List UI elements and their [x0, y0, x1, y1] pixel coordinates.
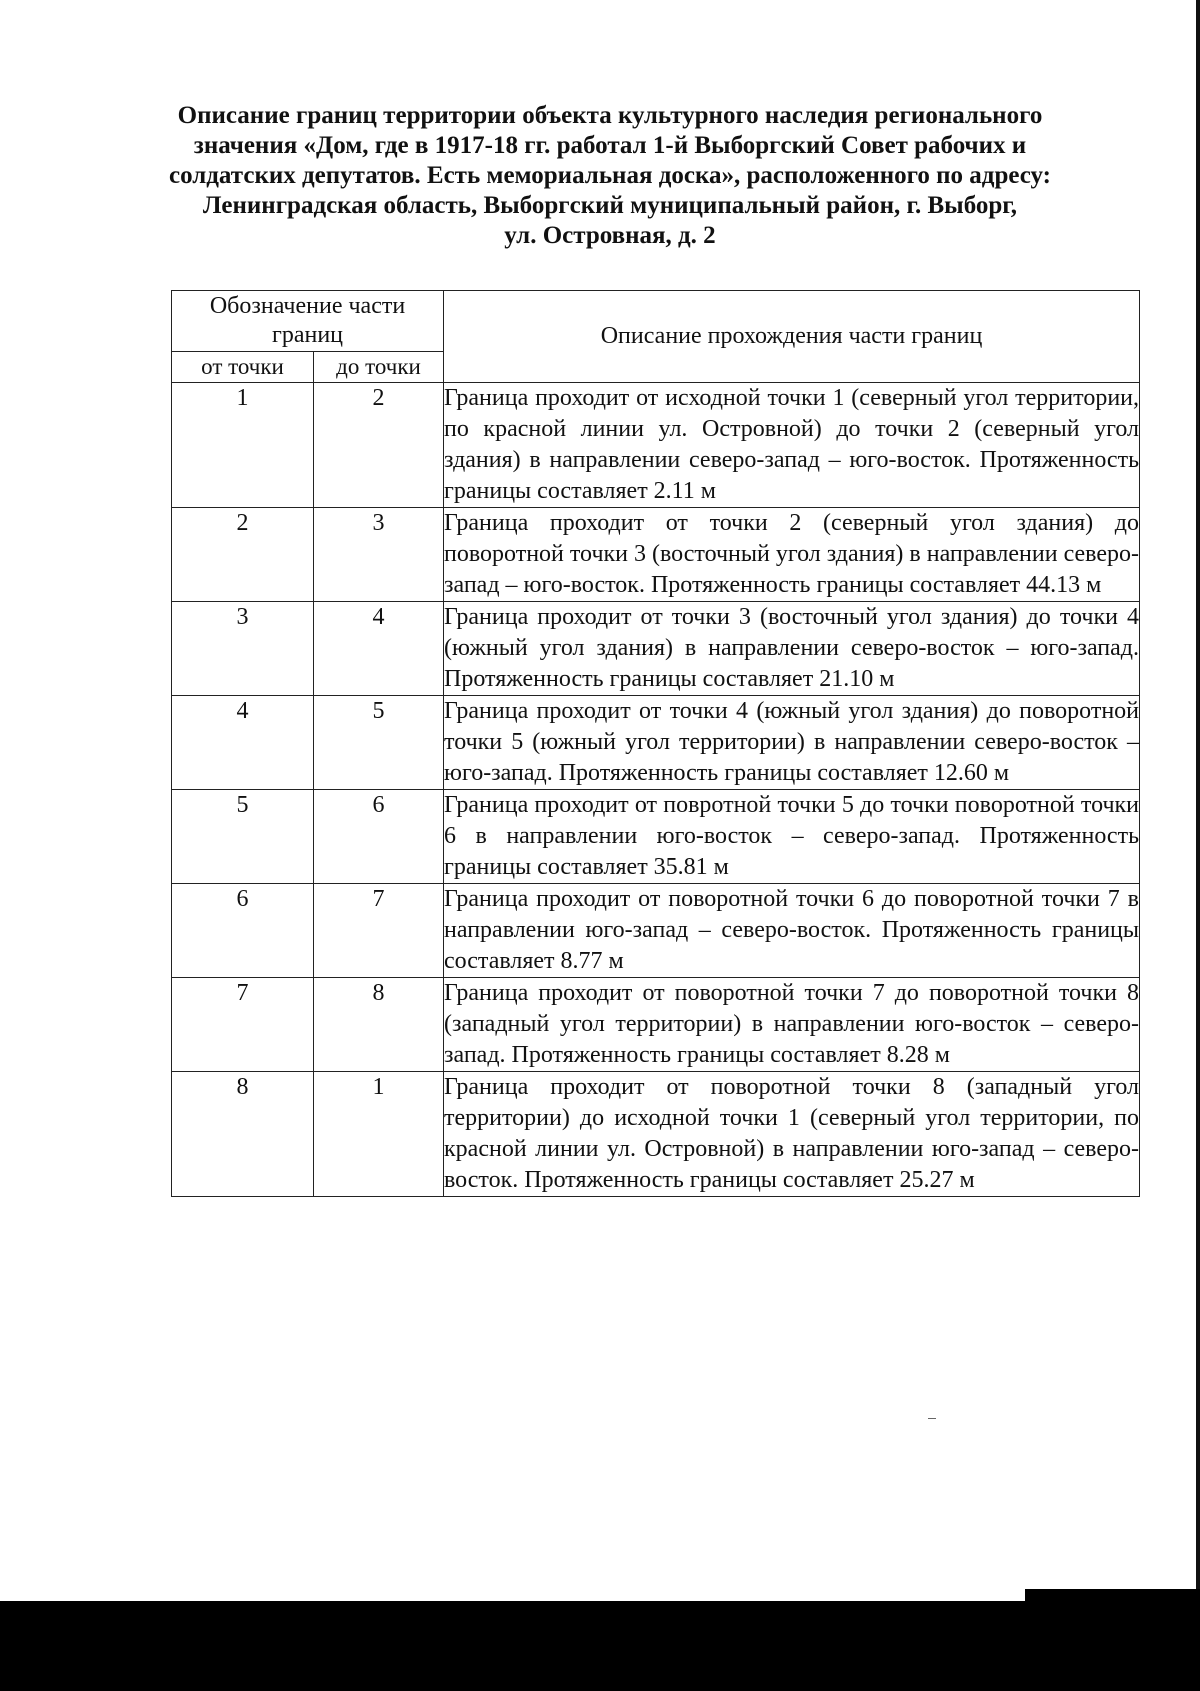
- scan-edge-right: [1196, 0, 1200, 1691]
- boundaries-table: [171, 290, 1140, 1197]
- table-row: [172, 790, 1140, 884]
- header-to-point: до точки: [314, 352, 444, 383]
- to-point-cell: 4: [314, 602, 444, 696]
- table-row: [172, 602, 1140, 696]
- to-point-cell: 5: [314, 696, 444, 790]
- header-from-point: от точки: [172, 352, 314, 383]
- from-point-cell: 7: [172, 978, 314, 1072]
- from-point-cell: 5: [172, 790, 314, 884]
- document-title: [120, 101, 1100, 251]
- description-cell: Граница проходит от точки 2 (северный угол здания) до поворотной точки 3 (восточный угол здания) в направлении северо-запад – юго-восток. Протяженность границы составляет 44.13 м: [444, 508, 1140, 602]
- to-point-cell: 2: [314, 383, 444, 508]
- table-row: [172, 1072, 1140, 1197]
- table-row: [172, 978, 1140, 1072]
- scan-speck: [928, 1418, 936, 1419]
- description-cell: Граница проходит от поворотной точки 7 до поворотной точки 8 (западный угол территории) в направлении юго-восток – северо-запад. Протяженность границы составляет 8.28 м: [444, 978, 1140, 1072]
- from-point-cell: 8: [172, 1072, 314, 1197]
- table-row: [172, 696, 1140, 790]
- to-point-cell: 8: [314, 978, 444, 1072]
- to-point-cell: 1: [314, 1072, 444, 1197]
- description-cell: Граница проходит от точки 4 (южный угол здания) до поворотной точки 5 (южный угол территории) в направлении северо-восток – юго-запад. Протяженность границы составляет 12.60 м: [444, 696, 1140, 790]
- to-point-cell: 3: [314, 508, 444, 602]
- from-point-cell: 3: [172, 602, 314, 696]
- description-cell: Граница проходит от точки 3 (восточный угол здания) до точки 4 (южный угол здания) в направлении северо-восток – юго-запад. Протяженность границы составляет 21.10 м: [444, 602, 1140, 696]
- description-cell: Граница проходит от поворотной точки 6 до поворотной точки 7 в направлении юго-запад – северо-восток. Протяженность границы составляет 8.77 м: [444, 884, 1140, 978]
- header-description: Описание прохождения части границ: [444, 291, 1140, 383]
- from-point-cell: 6: [172, 884, 314, 978]
- from-point-cell: 4: [172, 696, 314, 790]
- description-cell: Граница проходит от повротной точки 5 до точки поворотной точки 6 в направлении юго-восток – северо-запад. Протяженность границы составляет 35.81 м: [444, 790, 1140, 884]
- description-cell: Граница проходит от поворотной точки 8 (западный угол территории) до исходной точки 1 (северный угол территории, по красной линии ул. Островной) в направлении юго-запад – северо-восток. Протяженность границы составляет 25.27 м: [444, 1072, 1140, 1197]
- title-line: солдатских депутатов. Есть мемориальная доска», расположенного по адресу:: [168, 162, 1052, 189]
- to-point-cell: 7: [314, 884, 444, 978]
- header-boundary-part: Обозначение части границ: [172, 291, 444, 352]
- scan-edge-bottom-step: [1025, 1589, 1200, 1601]
- title-line: ул. Островная, д. 2: [504, 222, 716, 249]
- from-point-cell: 2: [172, 508, 314, 602]
- title-line: Описание границ территории объекта культурного наследия регионального: [177, 102, 1043, 129]
- table-row: [172, 508, 1140, 602]
- scan-edge-bottom: [0, 1601, 1200, 1691]
- title-line: значения «Дом, где в 1917-18 гг. работал 1-й Выборгский Совет рабочих и: [193, 132, 1027, 159]
- description-cell: Граница проходит от исходной точки 1 (северный угол территории, по красной линии ул. Островной) до точки 2 (северный угол здания) в направлении северо-запад – юго-восток. Протяженность границы составляет 2.11 м: [444, 383, 1140, 508]
- table-row: [172, 884, 1140, 978]
- table-row: [172, 383, 1140, 508]
- from-point-cell: 1: [172, 383, 314, 508]
- title-line: Ленинградская область, Выборгский муниципальный район, г. Выборг,: [202, 192, 1018, 219]
- to-point-cell: 6: [314, 790, 444, 884]
